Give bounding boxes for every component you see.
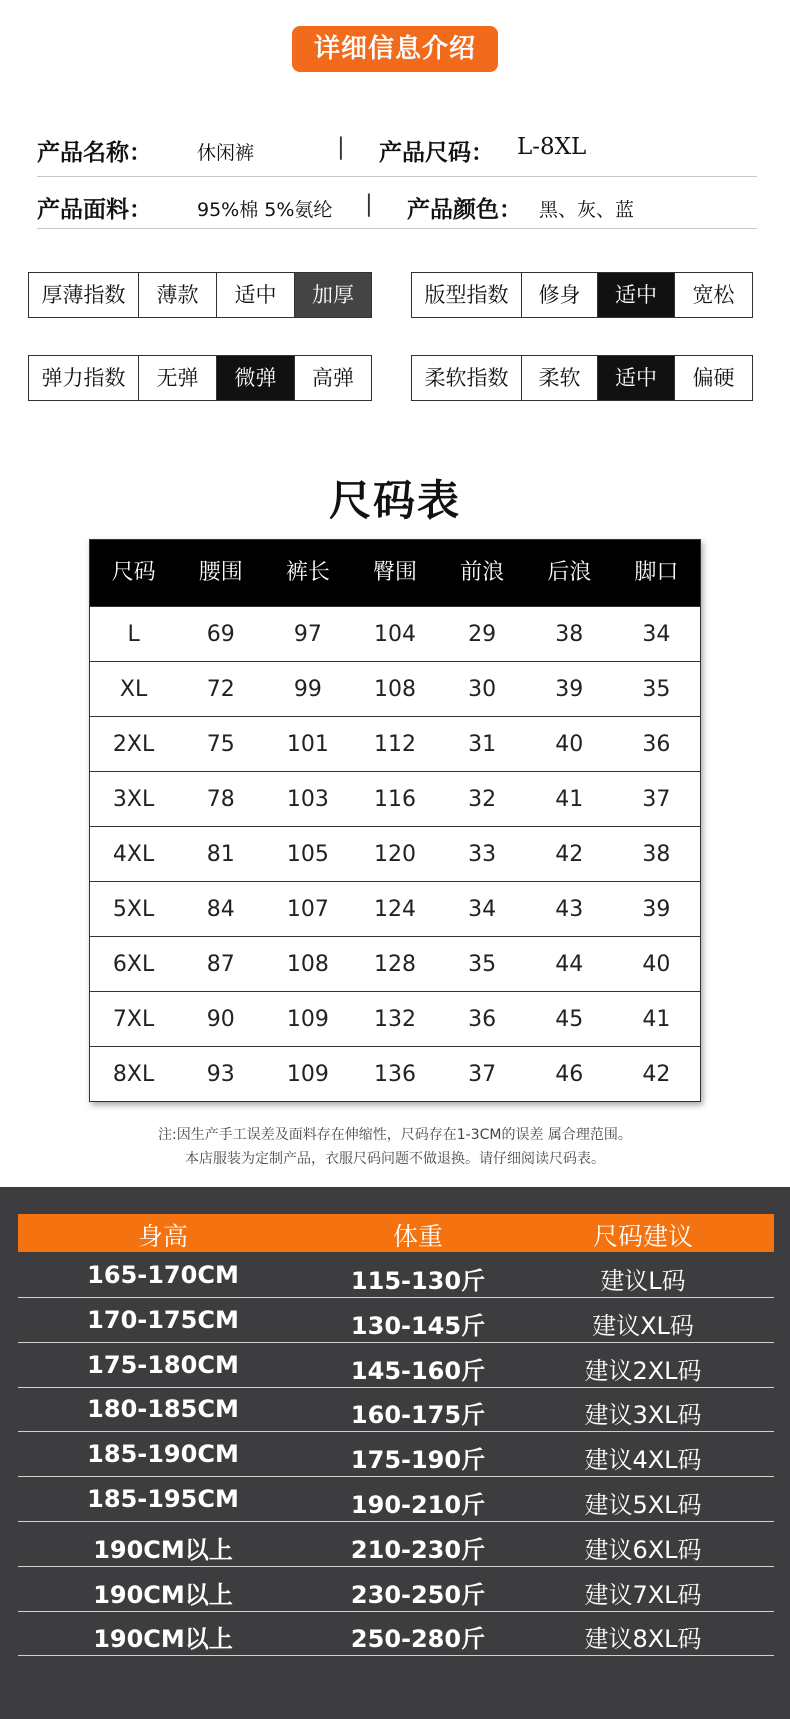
recommendation-row — [18, 1478, 774, 1522]
size-advice-value: 建议5XL码 — [584, 1491, 702, 1519]
index-option: 柔软 — [522, 356, 598, 400]
table-cell: 38 — [555, 622, 584, 647]
table-cell: 39 — [555, 677, 584, 702]
table-cell: 103 — [286, 787, 329, 812]
table-cell: 108 — [286, 952, 329, 977]
recommendation-row — [18, 1254, 774, 1298]
table-cell: 41 — [555, 787, 584, 812]
weight-value: 250-280斤 — [350, 1625, 486, 1654]
table-cell: 40 — [642, 952, 671, 977]
table-cell: 35 — [468, 952, 497, 977]
table-cell: 97 — [293, 622, 322, 647]
height-value: 185-190CM — [87, 1440, 239, 1469]
table-cell: 4XL — [112, 842, 155, 867]
index-option-selected: 微弹 — [217, 356, 295, 400]
size-advice-header: 尺码建议 — [592, 1222, 693, 1251]
height-value: 165-170CM — [87, 1261, 239, 1289]
table-cell: 120 — [373, 842, 416, 867]
height-header: 身高 — [137, 1222, 188, 1251]
table-cell: 2XL — [112, 732, 155, 757]
fit-index — [411, 272, 753, 318]
table-cell: 72 — [206, 677, 235, 702]
table-row — [90, 716, 700, 771]
elasticity-index — [28, 355, 372, 401]
table-cell: 101 — [286, 732, 329, 757]
table-row — [90, 826, 700, 881]
product-name-value: 休闲裤 — [197, 142, 255, 164]
product-size-value: L-8XL — [517, 134, 587, 160]
recommendation-row — [18, 1612, 774, 1656]
height-value: 190CM以上 — [93, 1535, 233, 1564]
index-label: 柔软指数 — [412, 356, 522, 400]
product-name-label: 产品名称： — [37, 140, 152, 166]
table-cell: 75 — [206, 732, 235, 757]
recommendation-row — [18, 1523, 774, 1567]
table-row — [90, 991, 700, 1046]
table-cell: 29 — [468, 622, 497, 647]
size-col-header: 腰围 — [198, 560, 243, 585]
table-row — [90, 606, 700, 661]
table-cell: 44 — [555, 952, 584, 977]
product-fabric-value: 95%棉 5%氨纶 — [197, 199, 333, 221]
product-color-value: 黑、灰、蓝 — [539, 199, 635, 221]
index-option: 高弹 — [312, 366, 354, 390]
table-cell: 136 — [373, 1062, 416, 1087]
table-cell: 3XL — [112, 787, 155, 812]
recommendation-row — [18, 1433, 774, 1477]
product-info-row-2 — [37, 185, 757, 229]
table-cell: 7XL — [112, 1007, 155, 1032]
weight-value: 145-160斤 — [350, 1356, 486, 1385]
size-col-header: 裤长 — [285, 560, 330, 585]
table-cell: 42 — [555, 842, 584, 867]
table-cell: XL — [119, 677, 148, 702]
table-cell: 109 — [286, 1062, 329, 1087]
weight-value: 160-175斤 — [350, 1401, 486, 1430]
table-cell: 93 — [206, 1062, 235, 1087]
weight-value: 210-230斤 — [350, 1535, 486, 1564]
table-cell: L — [127, 622, 140, 647]
size-col-header: 脚口 — [634, 560, 679, 585]
table-cell: 36 — [642, 732, 671, 757]
table-cell: 78 — [206, 787, 235, 812]
table-cell: 109 — [286, 1007, 329, 1032]
recommendation-row — [18, 1568, 774, 1612]
table-row — [90, 936, 700, 991]
index-option: 宽松 — [692, 283, 735, 307]
table-cell: 35 — [642, 677, 671, 702]
size-advice-value: 建议2XL码 — [584, 1356, 702, 1385]
size-advice-value: 建议7XL码 — [584, 1580, 702, 1609]
recommendation-row — [18, 1388, 774, 1432]
table-cell: 31 — [468, 732, 497, 757]
weight-value: 130-145斤 — [350, 1311, 486, 1340]
table-cell: 30 — [468, 677, 497, 702]
separator: | — [365, 191, 373, 217]
size-table-header — [90, 540, 700, 606]
table-cell: 90 — [206, 1007, 235, 1032]
product-fabric-label: 产品面料： — [37, 197, 152, 223]
size-advice-value: 建议XL码 — [592, 1311, 694, 1340]
size-col-header: 后浪 — [547, 560, 592, 585]
table-cell: 112 — [373, 732, 416, 757]
table-cell: 34 — [468, 897, 497, 922]
weight-header: 体重 — [392, 1222, 443, 1251]
height-value: 190CM以上 — [93, 1580, 233, 1609]
index-option: 修身 — [522, 273, 598, 317]
index-label: 版型指数 — [412, 273, 522, 317]
size-advice-value: 建议4XL码 — [584, 1446, 702, 1475]
table-cell: 116 — [373, 787, 416, 812]
table-cell: 87 — [206, 952, 235, 977]
divider — [37, 176, 757, 177]
size-col-header: 前浪 — [460, 560, 505, 585]
product-info-row-1 — [37, 128, 757, 172]
index-option: 薄款 — [139, 273, 217, 317]
table-cell: 108 — [373, 677, 416, 702]
table-cell: 32 — [468, 787, 497, 812]
table-cell: 46 — [555, 1062, 584, 1087]
height-value: 175-180CM — [87, 1350, 239, 1379]
height-value: 185-195CM — [87, 1485, 239, 1513]
table-cell: 38 — [642, 842, 671, 867]
size-advice-value: 建议6XL码 — [584, 1535, 702, 1564]
table-cell: 34 — [642, 622, 671, 647]
table-cell: 43 — [555, 897, 584, 922]
recommendation-row — [18, 1344, 774, 1388]
size-table — [89, 539, 701, 1102]
recommendation-row — [18, 1299, 774, 1343]
product-size-label: 产品尺码： — [379, 140, 494, 166]
height-value: 170-175CM — [87, 1305, 239, 1334]
table-cell: 8XL — [112, 1062, 155, 1087]
table-cell: 39 — [642, 897, 671, 922]
table-row — [90, 881, 700, 936]
table-cell: 84 — [206, 897, 235, 922]
table-cell: 104 — [373, 622, 416, 647]
index-label: 厚薄指数 — [29, 273, 139, 317]
size-advice-value: 建议8XL码 — [584, 1625, 702, 1654]
table-row — [90, 771, 700, 826]
table-cell: 37 — [468, 1062, 497, 1087]
size-col-header: 尺码 — [111, 560, 156, 585]
weight-value: 230-250斤 — [350, 1580, 486, 1609]
thickness-index — [28, 272, 372, 318]
index-option: 无弹 — [139, 356, 217, 400]
table-cell: 105 — [286, 842, 329, 867]
height-value: 190CM以上 — [93, 1625, 233, 1654]
table-cell: 40 — [555, 732, 584, 757]
table-cell: 124 — [373, 897, 416, 922]
index-option-selected: 适中 — [598, 356, 675, 400]
divider — [37, 228, 757, 229]
table-row — [90, 661, 700, 716]
table-cell: 5XL — [112, 897, 155, 922]
table-cell: 107 — [286, 897, 329, 922]
table-cell: 81 — [206, 842, 235, 867]
index-option-selected: 适中 — [598, 273, 675, 317]
recommendation-header — [18, 1214, 774, 1252]
size-advice-value: 建议L码 — [600, 1267, 686, 1295]
table-cell: 99 — [293, 677, 322, 702]
table-cell: 69 — [206, 622, 235, 647]
table-cell: 36 — [468, 1007, 497, 1032]
table-cell: 33 — [468, 842, 497, 867]
index-option: 适中 — [217, 273, 295, 317]
table-cell: 41 — [642, 1007, 671, 1032]
table-cell: 42 — [642, 1062, 671, 1087]
product-color-label: 产品颜色： — [407, 197, 522, 223]
note-line-2: 本店服装为定制产品，衣服尺码问题不做退换。请仔细阅读尺码表。 — [185, 1151, 605, 1167]
note-line-1: 注:因生产手工误差及面料存在伸缩性，尺码存在1-3CM的误差 属合理范围。 — [158, 1127, 632, 1143]
table-row — [90, 1046, 700, 1101]
index-option: 偏硬 — [692, 366, 735, 390]
table-cell: 6XL — [112, 952, 155, 977]
weight-value: 175-190斤 — [350, 1446, 486, 1475]
separator: | — [337, 134, 345, 160]
weight-value: 115-130斤 — [350, 1267, 486, 1295]
table-cell: 37 — [642, 787, 671, 812]
size-advice-value: 建议3XL码 — [584, 1401, 702, 1430]
size-chart-title: 尺码表 — [328, 476, 461, 525]
index-label: 弹力指数 — [29, 356, 139, 400]
table-cell: 132 — [373, 1007, 416, 1032]
index-option-selected: 加厚 — [295, 273, 371, 317]
softness-index — [411, 355, 753, 401]
size-recommendation-panel — [0, 1187, 790, 1719]
table-cell: 45 — [555, 1007, 584, 1032]
table-cell: 128 — [373, 952, 416, 977]
page-title: 详细信息介绍 — [292, 26, 498, 72]
height-value: 180-185CM — [87, 1395, 239, 1424]
weight-value: 190-210斤 — [350, 1491, 486, 1519]
size-col-header: 臀围 — [372, 560, 417, 585]
